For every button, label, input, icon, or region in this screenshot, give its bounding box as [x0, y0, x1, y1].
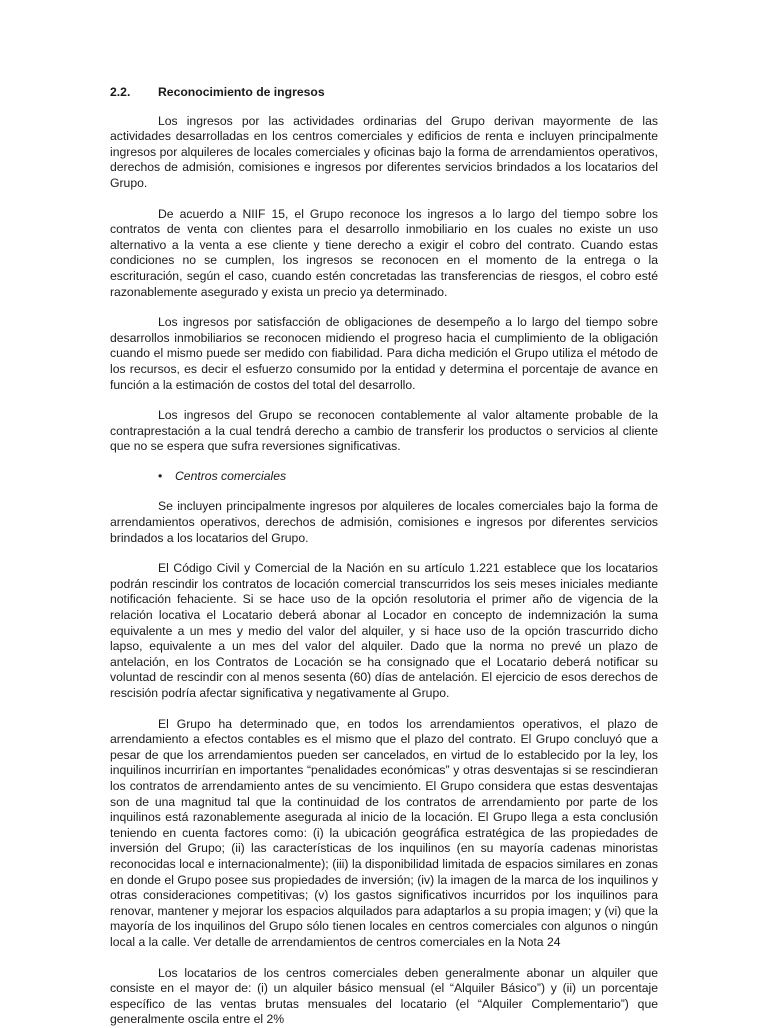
- paragraph-revenue-sources: Los ingresos por las actividades ordinarias del Grupo derivan mayormente de las actividades desarrolladas en los centros comerciales y edificios de renta e incluyen principalmente ingresos por alquileres de locales comerciales y oficinas bajo la forma de arrendamientos operativos, derechos de admisión, comisiones e ingresos por diferentes servicios brindados a los locatarios del Grupo.: [110, 113, 658, 190]
- section-title: Reconocimiento de ingresos: [158, 85, 325, 99]
- bullet-label: Centros comerciales: [175, 468, 287, 483]
- document-page: [110, 85, 658, 1028]
- paragraph-niif-15: De acuerdo a NIIF 15, el Grupo reconoce los ingresos a lo largo del tiempo sobre los contratos de venta con clientes para el desarrollo inmobiliario en los cuales no existe un uso alternativo a la venta a ese cliente y tiene derecho a exigir el cobro del contrato. Cuando estas condiciones no se cumplen, los ingresos se reconocen en el momento de la entrega o la escrituración, según el caso, cuando estén concretadas las transferencias de riesgos, el cobro esté razonablemente asegurado y exista un precio ya determinado.: [110, 206, 658, 299]
- paragraph-performance-obligations: Los ingresos por satisfacción de obligaciones de desempeño a lo largo del tiempo sobre desarrollos inmobiliarios se reconocen midiendo el progreso hacia el cumplimiento de la obligación cuando el mismo puede ser medido con fiabilidad. Para dicha medición el Grupo utiliza el método de los recursos, es decir el esfuerzo consumido por la entidad y determina el porcentaje de avance en función a la estimación de costos del total del desarrollo.: [110, 315, 658, 392]
- bullet-centros-comerciales: [110, 469, 658, 485]
- section-heading: [110, 85, 658, 101]
- section-number: 2.2.: [110, 85, 131, 99]
- paragraph-shopping-center-income: Se incluyen principalmente ingresos por alquileres de locales comerciales bajo la forma de arrendamientos operativos, derechos de admisión, comisiones e ingresos por diferentes servicios brindados a los locatarios del Grupo.: [110, 499, 658, 545]
- paragraph-consideration: Los ingresos del Grupo se reconocen contablemente al valor altamente probable de la contraprestación a la cual tendrá derecho a cambio de transferir los productos o servicios al cliente que no se espera que sufra reversiones significativas.: [110, 408, 658, 454]
- paragraph-rent-structure: Los locatarios de los centros comerciales deben generalmente abonar un alquiler que consiste en el mayor de: (i) un alquiler básico mensual (el “Alquiler Básico”) y (ii) un porcentaje específico de las ventas brutas mensuales del locatario (el “Alquiler Complementario”) que generalmente oscila entre el 2%: [110, 965, 658, 1027]
- bullet-dot: •: [158, 468, 163, 483]
- paragraph-civil-code: El Código Civil y Comercial de la Nación en su artículo 1.221 establece que los locatarios podrán rescindir los contratos de locación comercial transcurridos los seis meses iniciales mediante notificación fehaciente. Si se hace uso de la opción resolutoria el primer año de vigencia de la relación locativa el Locatario deberá abonar al Locador en concepto de indemnización la suma equivalente a un mes y medio del valor del alquiler, y si hace uso de la opción trascurrido dicho lapso, equivalente a un mes del valor del alquiler. Dado que la norma no prevé un plazo de antelación, en los Contratos de Locación se ha consignado que el Locatario deberá notificar su voluntad de rescindir con al menos sesenta (60) días de antelación. El ejercicio de esos derechos de rescisión podría afectar significativa y negativamente al Grupo.: [110, 561, 658, 700]
- paragraph-lease-term: El Grupo ha determinado que, en todos los arrendamientos operativos, el plazo de arrendamiento a efectos contables es el mismo que el plazo del contrato. El Grupo concluyó que a pesar de que los arrendamientos pueden ser cancelados, en virtud de lo establecido por la ley, los inquilinos incurrirían en importantes “penalidades económicas” y otras desventajas si se rescindieran los contratos de arrendamiento antes de su vencimiento. El Grupo considera que estas desventajas son de una magnitud tal que la continuidad de los contratos de arrendamiento por parte de los inquilinos está razonablemente asegurada al inicio de la locación. El Grupo llega a esta conclusión teniendo en cuenta factores como: (i) la ubicación geográfica estratégica de las propiedades de inversión del Grupo; (ii) las características de los inquilinos (en su mayoría cadenas minoristas reconocidas local e internacionalmente); (iii) la disponibilidad limitada de espacios similares en zonas en donde el Grupo posee sus propiedades de inversión; (iv) la imagen de la marca de los inquilinos y otras consideraciones competitivas; (v) los gastos significativos incurridos por los inquilinos para renovar, mantener y mejorar los espacios alquilados para adaptarlos a su propia imagen; y (vi) que la mayoría de los inquilinos del Grupo sólo tienen locales en centros comerciales con algunos o ningún local a la calle. Ver detalle de arrendamientos de centros comerciales en la Nota 24: [110, 716, 658, 949]
